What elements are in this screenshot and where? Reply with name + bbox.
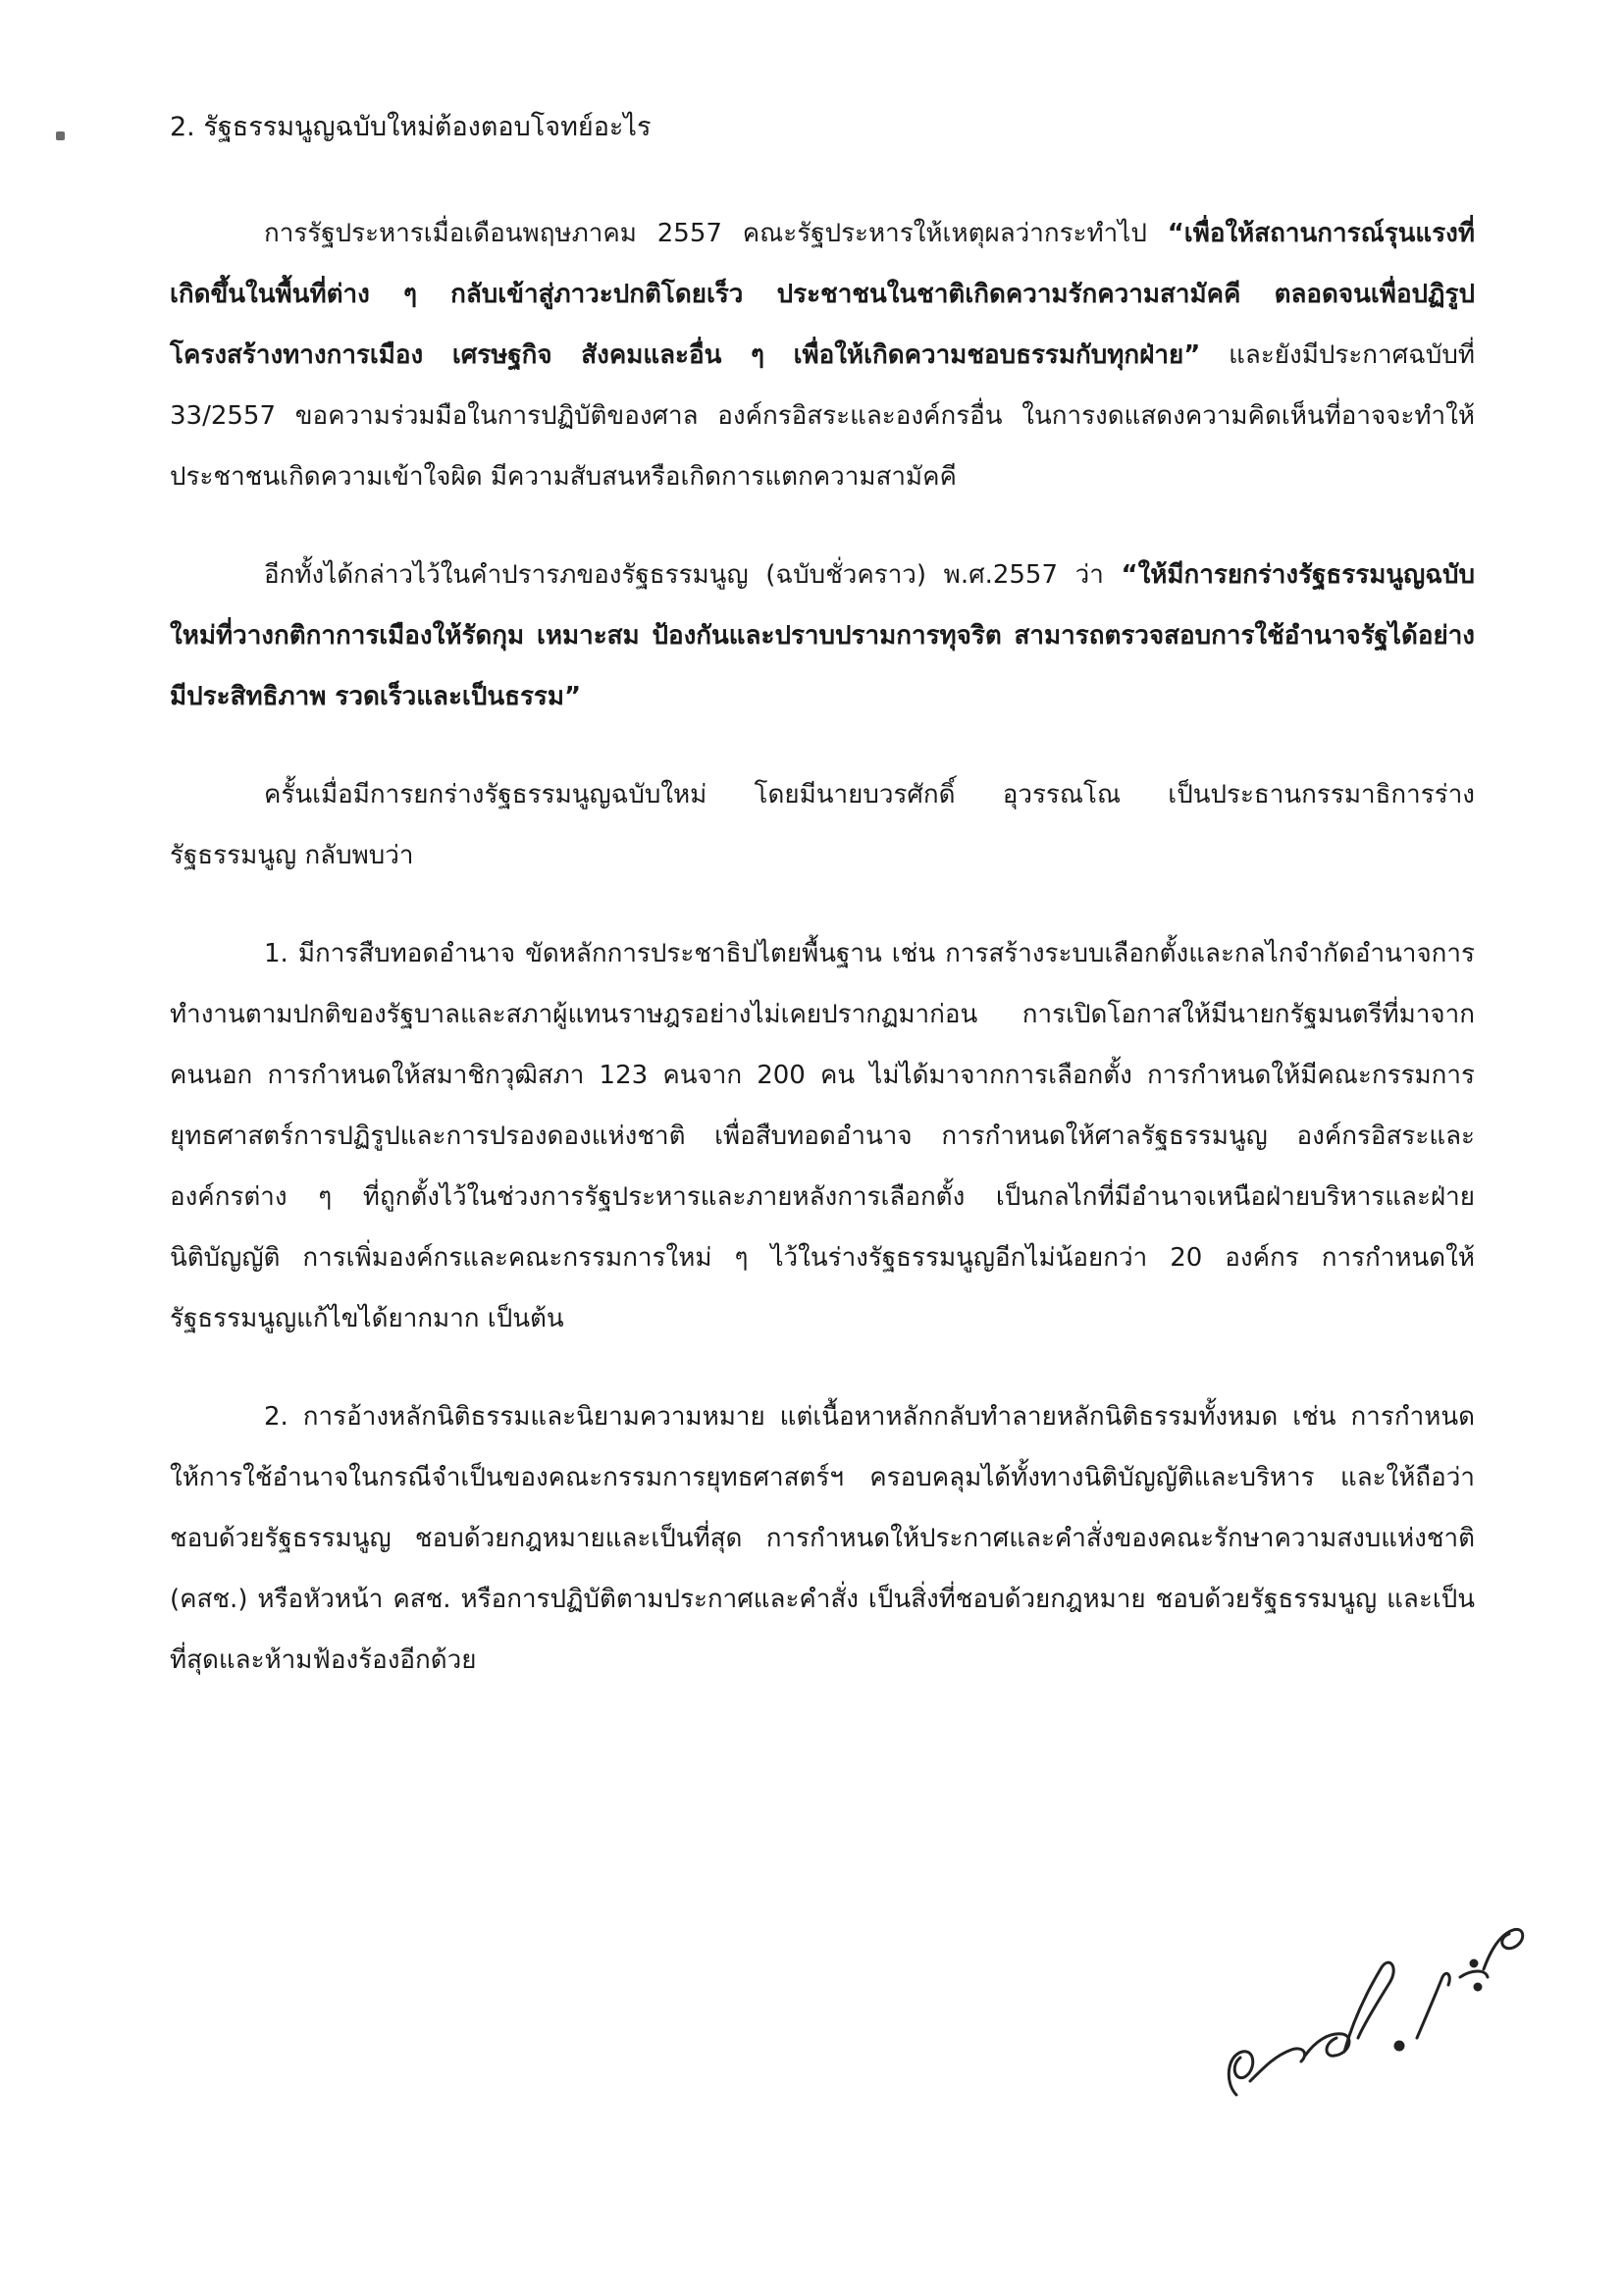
paragraph-text: การรัฐประหารเมื่อเดือนพฤษภาคม 2557 คณะรัฐประหารให้เหตุผลว่ากระทำไป: [264, 219, 1168, 248]
section-heading: 2. รัฐธรรมนูญฉบับใหม่ต้องตอบโจทย์อะไร: [170, 112, 652, 142]
paragraph-preamble: [170, 545, 1475, 727]
paragraph-text: ครั้นเมื่อมีการยกร่างรัฐธรรมนูญฉบับใหม่ โดยมีนายบวรศักดิ์ อุวรรณโณ เป็นประธานกรรมาธิการร่างรัฐธรรมนูญ กลับพบว่า: [170, 780, 1475, 870]
scan-mark: [56, 131, 65, 140]
paragraph-drafting: [170, 764, 1475, 886]
handwritten-signature: [1207, 1908, 1531, 2105]
paragraph-coup-reasons: [170, 203, 1475, 507]
document-body: [170, 98, 1475, 1728]
paragraph-text: อีกทั้งได้กล่าวไว้ในคำปรารภของรัฐธรรมนูญ (ฉบับชั่วคราว) พ.ศ.2557 ว่า: [264, 560, 1122, 590]
paragraph-text: และยังมีประกาศฉบับที่ 33/2557 ขอความร่วมมือในการปฏิบัติของศาล องค์กรอิสระและองค์กรอื่น ในการงดแสดงความคิดเห็นที่อาจจะทำให้ประชาชนเกิดความเข้าใจผิด มีความสับสนหรือเกิดการแตกความสามัคคี: [170, 340, 1475, 492]
paragraph-text: 2. การอ้างหลักนิติธรรมและนิยามความหมาย แต่เนื้อหาหลักกลับทำลายหลักนิติธรรมทั้งหมด เช่น การกำหนดให้การใช้อำนาจในกรณีจำเป็นของคณะกรรมการยุทธศาสตร์ฯ ครอบคลุมได้ทั้งทางนิติบัญญัติและบริหาร และให้ถือว่าชอบด้วยรัฐธรรมนูญ ชอบด้วยกฎหมายและเป็นที่สุด การกำหนดให้ประกาศและคำสั่งของคณะรักษาความสงบแห่งชาติ (คสช.) หรือหัวหน้า คสช. หรือการปฏิบัติตามประกาศและคำสั่ง เป็นสิ่งที่ชอบด้วยกฎหมาย ชอบด้วยรัฐธรรมนูญ และเป็นที่สุดและห้ามฟ้องร้องอีกด้วย: [170, 1402, 1475, 1675]
paragraph-point-2: [170, 1386, 1475, 1691]
quoted-preamble: “ให้มีการยกร่างรัฐธรรมนูญฉบับใหม่ที่วางกติกาการเมืองให้รัดกุม เหมาะสม ป้องกันและปราบปรามการทุจริต สามารถตรวจสอบการใช้อำนาจรัฐได้อย่างมีประสิทธิภาพ รวดเร็วและเป็นธรรม”: [170, 560, 1475, 711]
paragraph-text: 1. มีการสืบทอดอำนาจ ขัดหลักการประชาธิปไตยพื้นฐาน เช่น การสร้างระบบเลือกตั้งและกลไกจำกัดอำนาจการทำงานตามปกติของรัฐบาลและสภาผู้แทนราษฎรอย่างไม่เคยปรากฏมาก่อน การเปิดโอกาสให้มีนายกรัฐมนตรีที่มาจากคนนอก การกำหนดให้สมาชิกวุฒิสภา 123 คนจาก 200 คน ไม่ได้มาจากการเลือกตั้ง การกำหนดให้มีคณะกรรมการยุทธศาสตร์การปฏิรูปและการปรองดองแห่งชาติ เพื่อสืบทอดอำนาจ การกำหนดให้ศาลรัฐธรรมนูญ องค์กรอิสระและองค์กรต่าง ๆ ที่ถูกตั้งไว้ในช่วงการรัฐประหารและภายหลังการเลือกตั้ง เป็นกลไกที่มีอำนาจเหนือฝ่ายบริหารและฝ่ายนิติบัญญัติ การเพิ่มองค์กรและคณะกรรมการใหม่ ๆ ไว้ในร่างรัฐธรรมนูญอีกไม่น้อยกว่า 20 องค์กร การกำหนดให้รัฐธรรมนูญแก้ไขได้ยากมาก เป็นต้น: [170, 939, 1475, 1333]
quoted-reasons: “เพื่อให้สถานการณ์รุนแรงที่เกิดขึ้นในพื้นที่ต่าง ๆ กลับเข้าสู่ภาวะปกติโดยเร็ว ประชาชนในชาติเกิดความรักความสามัคคี ตลอดจนเพื่อปฏิรูปโครงสร้างทางการเมือง เศรษฐกิจ สังคมและอื่น ๆ เพื่อให้เกิดความชอบธรรมกับทุกฝ่าย”: [170, 219, 1475, 370]
paragraph-point-1: [170, 923, 1475, 1349]
